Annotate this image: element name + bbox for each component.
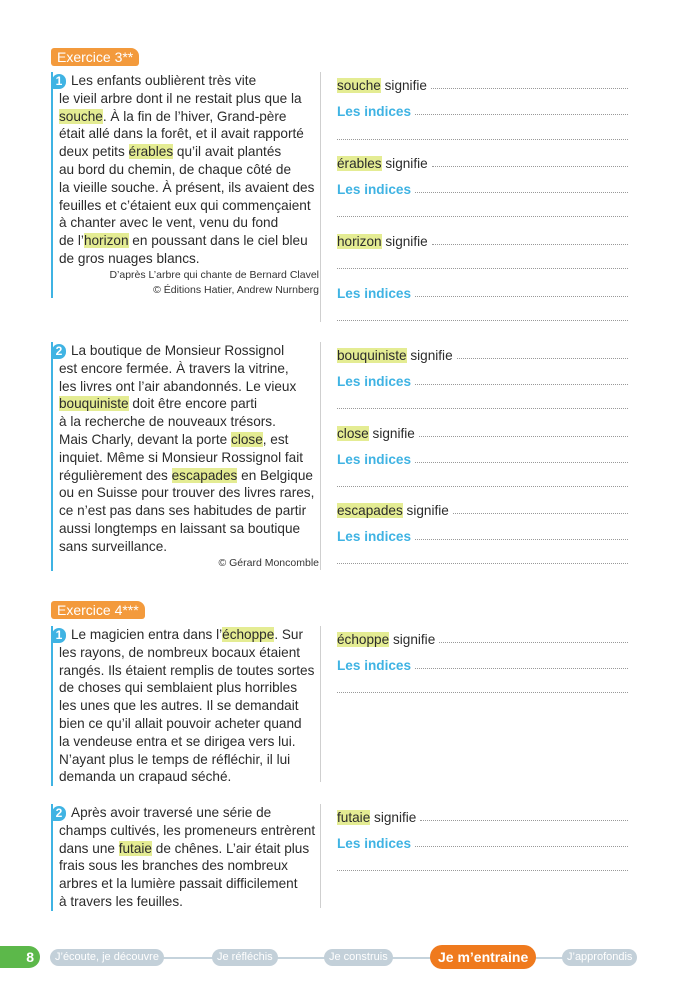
text-line [59, 431, 319, 449]
answer-line[interactable] [337, 408, 628, 409]
text-segment: bien ce qu’il allait pouvoir acheter quand [59, 715, 302, 731]
highlighted-word: futaie [118, 840, 152, 856]
answer-line[interactable] [415, 114, 628, 115]
clues-label: Les indices [337, 182, 412, 197]
signifie-label: signifie [372, 426, 415, 441]
text-segment: Le magicien entra dans l’ [71, 627, 223, 642]
definition-row [337, 500, 628, 518]
clues-row [337, 371, 628, 389]
text-line [59, 733, 319, 751]
passage-text [51, 72, 319, 298]
answer-line[interactable] [415, 846, 628, 847]
text-segment: arbres et la lumière passait difficilement [59, 876, 298, 892]
definition-row [337, 423, 628, 441]
passage-text [51, 804, 319, 911]
target-word: horizon [337, 234, 382, 249]
signifie-label: signifie [384, 78, 427, 93]
text-segment: ce n’est pas dans ses habitudes de partir [59, 503, 307, 519]
text-line [59, 857, 319, 875]
text-line [55, 72, 319, 90]
source-credit: © Éditions Hatier, Andrew Nurnberg [153, 283, 319, 296]
definition-row [337, 807, 628, 825]
text-line [59, 250, 319, 268]
answer-line[interactable] [415, 668, 628, 669]
definition-row [337, 345, 628, 363]
highlighted-word: close [231, 431, 263, 447]
answer-line[interactable] [337, 692, 628, 693]
text-segment: à la recherche de nouveaux trésors. [59, 414, 276, 430]
text-segment: ou en Suisse pour trouver des livres rares, [59, 485, 315, 501]
text-line [59, 467, 319, 485]
text-segment: régulièrement des [59, 467, 172, 483]
item-number-badge: 1 [52, 628, 66, 643]
signifie-label: signifie [410, 348, 453, 363]
text-line [59, 161, 319, 179]
clues-label: Les indices [337, 286, 412, 301]
text-line [59, 644, 319, 662]
text-segment: au bord du chemin, de chaque côté de [59, 161, 292, 177]
text-segment: dans une [59, 840, 119, 856]
text-line [59, 108, 319, 126]
answer-line[interactable] [420, 820, 628, 821]
text-line [59, 768, 319, 786]
text-segment: de gros nuages blancs. [59, 250, 200, 266]
text-segment: Après avoir traversé une série de [71, 805, 272, 820]
clues-row [337, 179, 628, 197]
nav-step[interactable]: Je m’entraine [430, 945, 536, 969]
text-line [59, 360, 319, 378]
clues-row [337, 283, 628, 301]
source-credit: © Gérard Moncomble [218, 556, 319, 569]
item-number-badge: 2 [52, 344, 66, 359]
nav-step[interactable]: Je construis [324, 949, 393, 966]
column-divider [320, 72, 321, 322]
answer-line[interactable] [419, 436, 628, 437]
text-segment: de l’ [59, 233, 84, 249]
source-credit: D’après L’arbre qui chante de Bernard Clavel [109, 268, 319, 281]
answer-line[interactable] [415, 384, 628, 385]
highlighted-word: échoppe [222, 627, 275, 642]
footer-nav [0, 945, 700, 971]
signifie-label: signifie [374, 810, 417, 825]
clues-label: Les indices [337, 104, 412, 119]
text-segment: Mais Charly, devant la porte [59, 431, 232, 447]
answer-line[interactable] [337, 139, 628, 140]
clues-row [337, 449, 628, 467]
text-segment: est encore fermée. À travers la vitrine, [59, 360, 289, 376]
text-line [59, 90, 319, 108]
item-number-badge: 1 [52, 74, 66, 89]
text-line [59, 125, 319, 143]
answer-line[interactable] [453, 513, 628, 514]
text-segment: champs cultivés, les promeneurs entrèrent [59, 822, 316, 838]
definition-row [337, 153, 628, 171]
text-line [59, 214, 319, 232]
target-word: escapades [337, 503, 403, 518]
text-line [55, 342, 319, 360]
text-line [59, 840, 319, 858]
text-line [59, 751, 319, 769]
text-segment: . À la fin de l’hiver, Grand-père [102, 108, 287, 124]
text-segment: les rayons, de nombreux bocaux étaient [59, 644, 301, 660]
text-line [59, 232, 319, 250]
highlighted-word: horizon [83, 233, 129, 249]
text-line [59, 822, 319, 840]
exercise-label: Exercice 4*** [51, 601, 145, 619]
clues-label: Les indices [337, 529, 412, 544]
highlighted-word: érables [128, 144, 174, 160]
text-line [59, 538, 319, 556]
text-segment: La boutique de Monsieur Rossignol [71, 343, 285, 358]
text-line [59, 662, 319, 680]
answer-line[interactable] [337, 870, 628, 871]
nav-step[interactable]: Je réfléchis [212, 949, 278, 966]
text-line [59, 484, 319, 502]
text-segment: deux petits [59, 144, 129, 160]
answer-line[interactable] [431, 88, 628, 89]
column-divider [320, 626, 321, 782]
text-segment: en Belgique [237, 467, 313, 483]
text-segment: . Sur [274, 627, 304, 642]
text-segment: frais sous les branches des nombreux [59, 858, 288, 874]
answer-line[interactable] [432, 166, 628, 167]
signifie-label: signifie [406, 503, 449, 518]
highlighted-word: escapades [171, 467, 238, 483]
text-segment: était allé dans la forêt, et il avait rapporté [59, 126, 304, 142]
text-segment: de chênes. L’air était plus [151, 840, 310, 856]
page-number: 8 [0, 946, 40, 968]
answer-line[interactable] [337, 563, 628, 564]
text-segment: à travers les feuilles. [59, 893, 183, 909]
clues-label: Les indices [337, 374, 412, 389]
text-line [59, 875, 319, 893]
text-line [59, 697, 319, 715]
text-line [59, 413, 319, 431]
signifie-label: signifie [385, 234, 428, 249]
text-line [59, 715, 319, 733]
exercise-label: Exercice 3** [51, 48, 139, 66]
target-word: close [337, 426, 369, 441]
column-divider [320, 804, 321, 908]
clues-row [337, 526, 628, 544]
text-segment: la vendeuse entra et se dirigea vers lui. [59, 733, 296, 749]
definition-row [337, 231, 628, 249]
text-segment: les livres ont l’air abandonnés. Le vieux [59, 378, 297, 394]
text-segment: rangés. Ils étaient remplis de toutes sortes [59, 662, 315, 678]
definition-row [337, 75, 628, 93]
highlighted-word: souche [59, 108, 103, 124]
text-segment: le vieil arbre dont il ne restait plus que la [59, 90, 302, 106]
target-word: érables [337, 156, 382, 171]
text-line [59, 449, 319, 467]
text-segment: demanda un crapaud séché. [59, 769, 232, 785]
text-line [59, 143, 319, 161]
target-word: futaie [337, 810, 371, 825]
text-line [59, 378, 319, 396]
text-segment: N’ayant plus le temps de réfléchir, il lui [59, 751, 291, 767]
answer-line[interactable] [415, 296, 628, 297]
answer-line[interactable] [415, 462, 628, 463]
nav-step[interactable]: J’approfondis [562, 949, 637, 966]
text-segment: sans surveillance. [59, 538, 168, 554]
text-segment: la vieille souche. À présent, ils avaient des [59, 179, 315, 195]
answer-line[interactable] [415, 192, 628, 193]
text-segment: aussi longtemps en laissant sa boutique [59, 520, 301, 536]
clues-row [337, 101, 628, 119]
signifie-label: signifie [392, 632, 436, 647]
definition-row [337, 629, 628, 647]
text-line [59, 502, 319, 520]
clues-row [337, 655, 628, 673]
text-segment: en poussant dans le ciel bleu [128, 233, 308, 249]
item-number-badge: 2 [52, 806, 66, 821]
target-word: souche [337, 78, 381, 93]
text-line [59, 520, 319, 538]
clues-row [337, 833, 628, 851]
text-segment: à chanter avec le vent, venu du fond [59, 215, 279, 231]
text-segment: les unes que les autres. Il se demandait [59, 698, 299, 714]
text-segment: , est [262, 431, 289, 447]
text-segment: de choses qui semblaient plus horribles [59, 680, 298, 696]
answer-line[interactable] [337, 486, 628, 487]
text-line [59, 679, 319, 697]
answer-line[interactable] [457, 358, 628, 359]
text-segment: qu’il avait plantés [173, 144, 282, 160]
text-line [55, 626, 319, 644]
text-line [59, 893, 319, 911]
answer-line[interactable] [415, 539, 628, 540]
target-word: bouquiniste [337, 348, 407, 363]
clues-label: Les indices [337, 836, 412, 851]
text-segment: feuilles et c’étaient eux qui commençaient [59, 197, 311, 213]
text-line [55, 804, 319, 822]
text-line [59, 395, 319, 413]
column-divider [320, 342, 321, 570]
passage-text [51, 342, 319, 571]
passage-text [51, 626, 319, 786]
answer-line[interactable] [337, 268, 628, 269]
clues-label: Les indices [337, 658, 412, 673]
answer-line[interactable] [337, 320, 628, 321]
highlighted-word: bouquiniste [59, 396, 129, 412]
text-segment: doit être encore parti [128, 396, 258, 412]
text-line [59, 179, 319, 197]
clues-label: Les indices [337, 452, 412, 467]
answer-line[interactable] [337, 216, 628, 217]
target-word: échoppe [337, 632, 390, 647]
answer-line[interactable] [432, 244, 628, 245]
nav-step[interactable]: J’écoute, je découvre [50, 949, 164, 966]
text-segment: Les enfants oublièrent très vite [71, 73, 257, 88]
text-segment: inquiet. Même si Monsieur Rossignol fait [59, 449, 304, 465]
signifie-label: signifie [385, 156, 428, 171]
answer-line[interactable] [439, 642, 628, 643]
text-line [59, 197, 319, 215]
